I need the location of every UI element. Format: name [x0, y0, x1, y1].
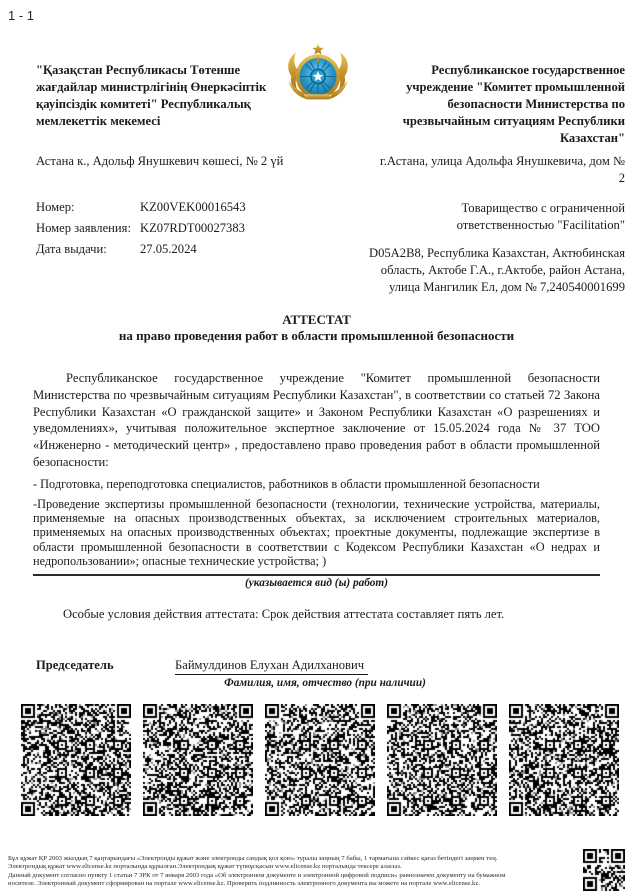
issue-date-label: Дата выдачи: — [36, 242, 107, 256]
footer-line-russian-2: носителе. Электронный документ сформирован на портале www.elicense.kz. Проверить подлинность электронного документа вы можете на портале www.elicense.kz. — [8, 879, 481, 887]
certificate-number-row — [36, 200, 336, 215]
signer-name: Баймулдинов Елухан Адилханович — [175, 658, 368, 675]
footer-line-kazakh-1: Бұл құжат ҚР 2003 жылдың 7 қаңтарындағы «Электронды құжат және электронды сандық қол қою» туралы заңның 7 бабы, 1 тармағына сәйкес қағаз бетіндегі заңмен тең. — [8, 855, 498, 862]
work-type-item-1: - Подготовка, переподготовка специалистов, работников в области промышленной безопасности — [33, 476, 540, 491]
page-number: 1 - 1 — [8, 8, 35, 23]
works-underline — [33, 574, 600, 576]
qr-code-2 — [143, 704, 253, 816]
grant-paragraph: Республиканское государственное учреждение "Комитет промышленной безопасности Министерства по чрезвычайным ситуациям Республики Казахстан", в соответствии со статьей 72 Закона Республики Казахстан «О гражданской защите» и Законом Республики Казахстан «О разрешениях и уведомлениях», учитывая положительное экспертное заключение от 15.05.2024 года № 37 ТОО «Инженерно - методический центр» , предоставлено право проведения работ в области промышленной безопасности: — [33, 371, 600, 469]
issue-date-row — [36, 242, 336, 257]
application-number-label: Номер заявления: — [36, 221, 131, 235]
qr-code-5 — [509, 704, 619, 816]
footer-line-russian-1: Данный документ согласно пункту 1 статьи 7 ЗРК от 7 января 2003 года «Об электронном документе и электронной цифровой подписи» равнозначен документу на бумажном — [8, 871, 506, 879]
document-title-block — [0, 312, 633, 344]
document-subtitle: на право проведения работ в области промышленной безопасности — [118, 328, 515, 343]
number-label: Номер: — [36, 200, 75, 214]
document-title: АТТЕСТАТ — [282, 312, 351, 327]
work-type-item-2: -Проведение экспертизы промышленной безопасности (технологии, технические устройства, материалы, применяемые на опасных производственных объектах, за исключением строительных материалов, применяемых на опасных производственных объектах; проектные документы, подлежащие экспертизе в области промышленной безопасности в соответствии с Кодексом Республики Казахстан «О недрах и недропользовании»; опасные технические устройства; ) — [33, 496, 600, 568]
issuer-org-russian: Республиканское государственное учреждение "Комитет промышленной безопасности Министерства по чрезвычайным ситуациям Республики Казахстан" — [402, 63, 625, 145]
footer-line-kazakh-2: Электрондық құжат www.elicense.kz порталында құрылған.Электрондық құжат түпнұсқасын www.elicense.kz порталында тексере аласыз. — [8, 863, 402, 871]
qr-code-footer — [583, 849, 625, 891]
application-number-row — [36, 221, 336, 236]
signer-name-caption: Фамилия, имя, отчество (при наличии) — [224, 677, 426, 689]
qr-code-1 — [21, 704, 131, 816]
legal-footer — [8, 855, 578, 888]
number-value: KZ00VEK00016543 — [140, 200, 246, 214]
issuer-address-kazakh: Астана к., Адольф Янушкевич көшесі, № 2 үй — [36, 154, 284, 168]
issuer-org-kazakh: "Қазақстан Республикасы Төтенше жағдайлар министрлігінің Өнеркәсіптік қауіпсіздік комитеті" Республикалық мемлекеттік мекемесі — [36, 63, 267, 128]
issuer-address-russian: г.Астана, улица Адольфа Янушкевича, дом № 2 — [380, 154, 625, 185]
special-conditions: Особые условия действия аттестата: Срок действия аттестата составляет пять лет. — [63, 607, 505, 621]
document-body — [33, 370, 600, 623]
issue-date-value: 27.05.2024 — [140, 242, 197, 256]
certificate-details — [36, 200, 336, 263]
coat-of-arms-graphic — [281, 36, 355, 114]
qr-code-4 — [387, 704, 497, 816]
kazakhstan-emblem-icon — [281, 36, 355, 114]
recipient-block — [353, 200, 625, 296]
works-caption: (указывается вид (ы) работ) — [245, 577, 388, 589]
signer-position: Председатель — [36, 658, 114, 672]
recipient-name: Товарищество с ограниченной ответственностью "Facilitation" — [456, 201, 625, 232]
recipient-address: D05A2B8, Республика Казахстан, Актюбинская область, Актобе Г.А., г.Актобе, район Астана, улица Мангилик Ел, дом № 7,240540001699 — [368, 246, 625, 294]
application-number-value: KZ07RDT00027383 — [140, 221, 245, 235]
qr-code-3 — [265, 704, 375, 816]
